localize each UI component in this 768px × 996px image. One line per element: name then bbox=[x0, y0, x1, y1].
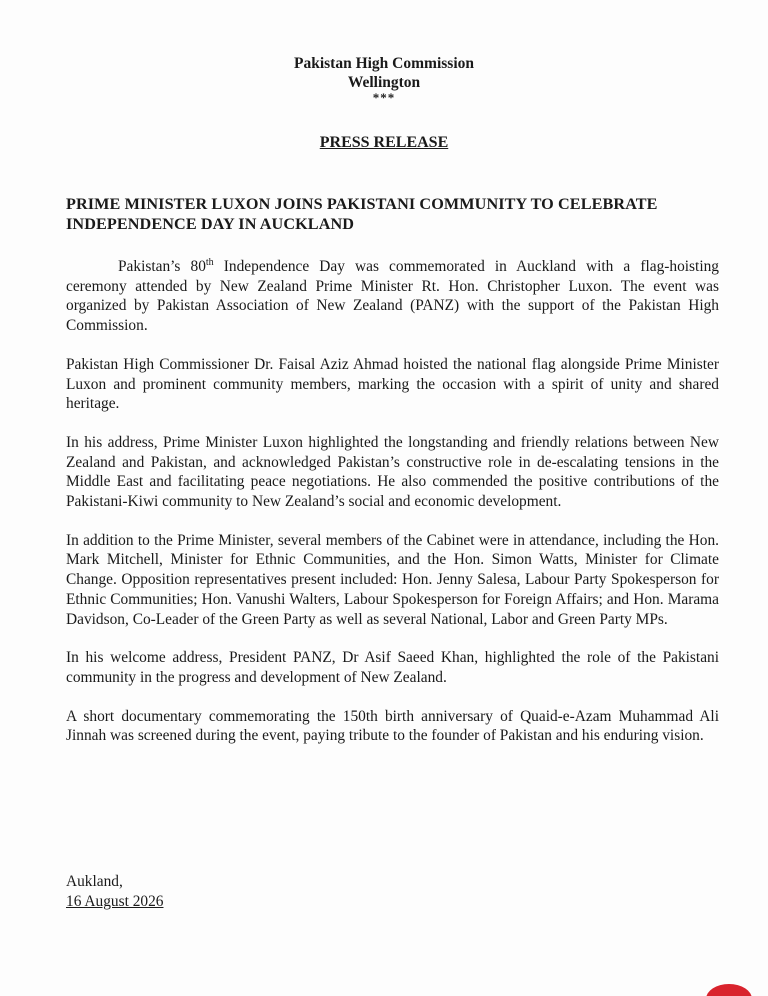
paragraph-2: Pakistan High Commissioner Dr. Faisal Aziz Ahmad hoisted the national flag alongside Prime Minister Luxon and prominent community members, marking the occasion with a spirit of unity and shared heritage. bbox=[66, 355, 719, 413]
paragraph-6: A short documentary commemorating the 150th birth anniversary of Quaid-e-Azam Muhammad Ali Jinnah was screened during the event, paying tribute to the founder of Pakistan and his enduring vision. bbox=[66, 707, 719, 745]
document-type-heading: PRESS RELEASE bbox=[319, 134, 449, 151]
letterhead bbox=[0, 54, 768, 104]
ordinal-superscript: th bbox=[205, 257, 214, 268]
paragraph-1-rest: Independence Day was commemorated in Auckland with a flag-hoisting ceremony attended by New Zealand Prime Minister Rt. Hon. Christopher Luxon. The event was organized by Pakistan Association of New Zealand (PANZ) with the support of the Pakistan High Commission. bbox=[66, 258, 719, 335]
press-release-body bbox=[66, 257, 719, 765]
paragraph-5: In his welcome address, President PANZ, Dr Asif Saeed Khan, highlighted the role of the Pakistani community in the progress and development of New Zealand. bbox=[66, 649, 719, 686]
signoff bbox=[66, 872, 163, 912]
letterhead-organization: Pakistan High Commission bbox=[293, 55, 474, 72]
signoff-date: 16 August 2026 bbox=[66, 893, 164, 910]
paragraph-1 bbox=[66, 257, 719, 336]
signoff-place: Aukland, bbox=[66, 873, 123, 890]
paragraph-3: In his address, Prime Minister Luxon highlighted the longstanding and friendly relations between New Zealand and Pakistan, and acknowledged Pakistan’s constructive role in de-escalating tensions in the Middle East and facilitating peace negotiations. He also commended the positive contributions of the Pakistani-Kiwi community to New Zealand’s social and economic development. bbox=[66, 433, 719, 511]
paragraph-1-lead: Pakistan’s 80 bbox=[118, 258, 206, 275]
press-release-headline: PRIME MINISTER LUXON JOINS PAKISTANI COMMUNITY TO CELEBRATE INDEPENDENCE DAY IN AUCKLAND bbox=[66, 195, 658, 233]
letterhead-separator: *** bbox=[372, 90, 396, 105]
paragraph-4: In addition to the Prime Minister, several members of the Cabinet were in attendance, including the Hon. Mark Mitchell, Minister for Ethnic Communities, and the Hon. Simon Watts, Minister for Climate Change. Opposition representatives present included: Hon. Jenny Salesa, Labour Party Spokesperson for Ethnic Communities; Hon. Vanushi Walters, Labour Spokesperson for Foreign Affairs; and Hon. Marama Davidson, Co-Leader of the Green Party as well as several National, Labor and Green Party MPs. bbox=[66, 531, 719, 628]
letterhead-city: Wellington bbox=[347, 74, 421, 91]
red-corner-mark bbox=[706, 984, 752, 996]
